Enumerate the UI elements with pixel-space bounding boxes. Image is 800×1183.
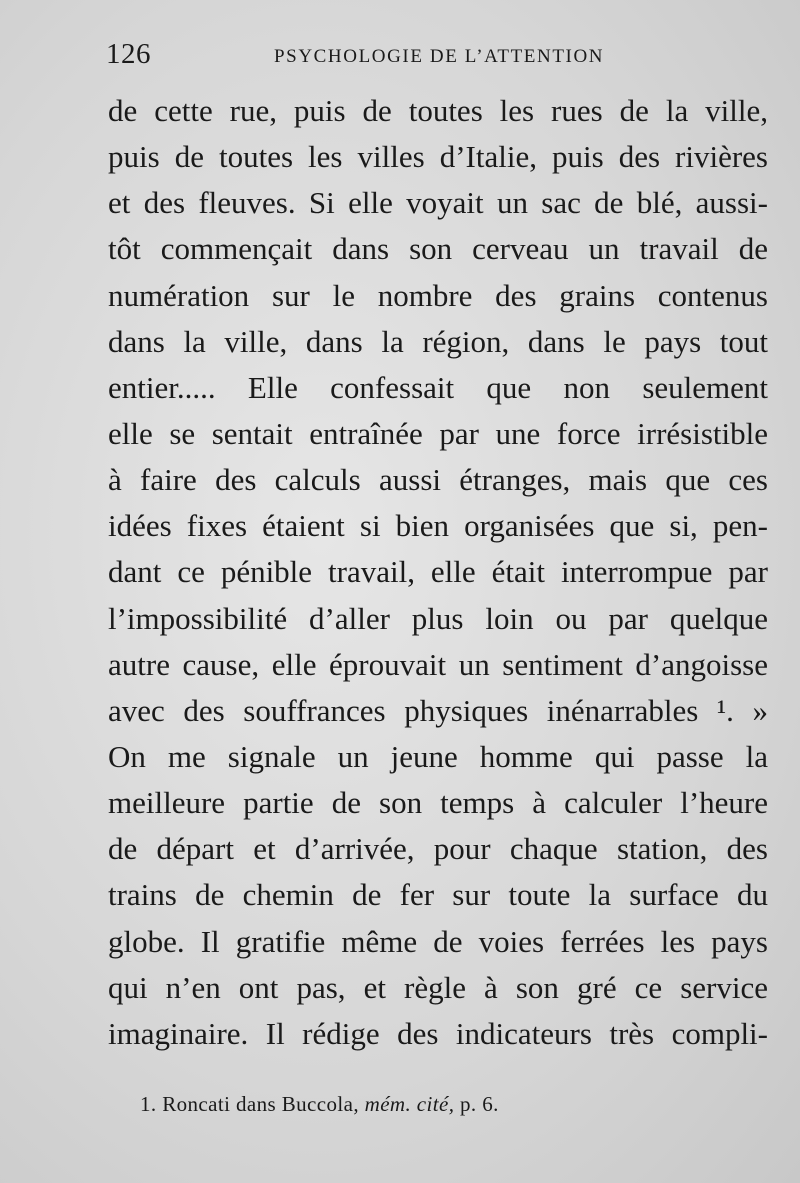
body-text [108, 88, 768, 1057]
text-line: dant ce pénible travail, elle était interrompue par [108, 554, 768, 590]
text-line: qui n’en ont pas, et règle à son gré ce service [108, 969, 768, 1005]
text-line: On me signale un jeune homme qui passe la [108, 738, 768, 774]
footnote-number: 1. [140, 1092, 157, 1116]
text-line: numération sur le nombre des grains contenus [108, 277, 768, 313]
page-header [106, 38, 666, 78]
text-line: à faire des calculs aussi étranges, mais que ces [108, 462, 768, 498]
text-line: entier..... Elle confessait que non seulement [108, 369, 768, 405]
text-line: de cette rue, puis de toutes les rues de la ville, [108, 93, 768, 128]
footnote-page: p. 6. [460, 1092, 499, 1116]
footnote [140, 1092, 640, 1117]
text-line: autre cause, elle éprouvait un sentiment d’angoisse [108, 646, 768, 682]
text-line: l’impossibilité d’aller plus loin ou par quelque [108, 600, 768, 636]
text-line: tôt commençait dans son cerveau un travail de [108, 231, 768, 267]
text-line: puis de toutes les villes d’Italie, puis des rivières [108, 139, 768, 175]
text-line: elle se sentait entraînée par une force irrésistible [108, 415, 768, 451]
text-line: de départ et d’arrivée, pour chaque station, des [108, 831, 768, 867]
text-line: trains de chemin de fer sur toute la surface du [108, 877, 768, 913]
text-line: idées fixes étaient si bien organisées que si, pen- [108, 508, 768, 544]
footnote-text: Roncati dans Buccola, [162, 1092, 359, 1116]
text-line: et des fleuves. Si elle voyait un sac de blé, aussi- [108, 185, 768, 221]
text-line: dans la ville, dans la région, dans le pays tout [108, 323, 768, 359]
text-line: meilleure partie de son temps à calculer l’heure [108, 785, 768, 821]
text-line: imaginaire. Il rédige des indicateurs très compli- [108, 1015, 768, 1051]
text-line: avec des souffrances physiques inénarrables ¹. » [108, 692, 768, 728]
page-number: 126 [106, 38, 151, 70]
running-title: PSYCHOLOGIE DE L’ATTENTION [274, 46, 605, 67]
text-line: globe. Il gratifie même de voies ferrées les pays [108, 923, 768, 959]
footnote-italic: mém. cité, [364, 1092, 455, 1116]
